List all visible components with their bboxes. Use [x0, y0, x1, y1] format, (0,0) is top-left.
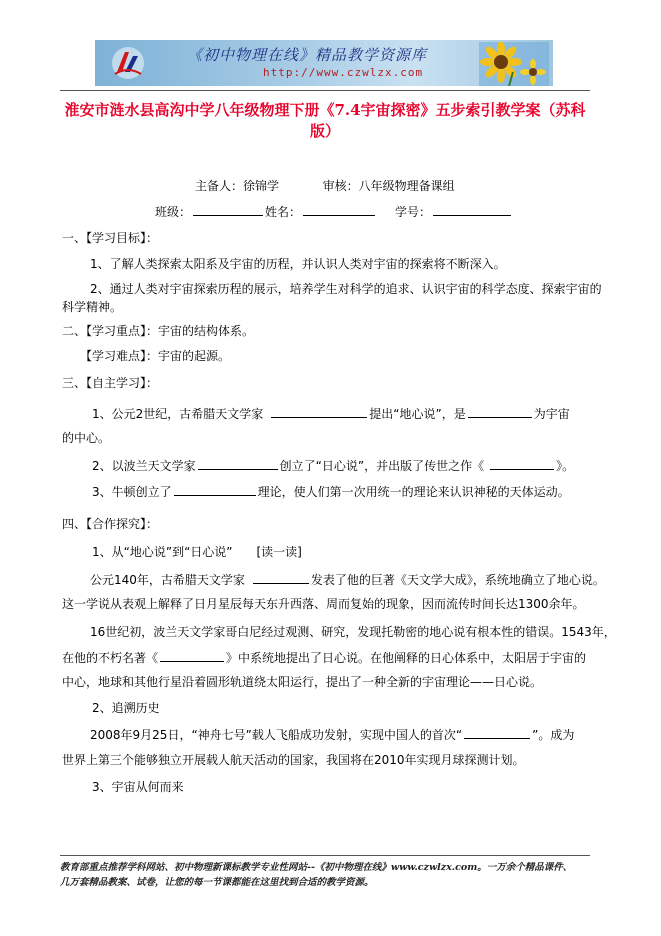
cooperative-sub-2: 2、追溯历史: [92, 701, 160, 715]
objective-2-cont: 科学精神。: [62, 300, 123, 314]
history-blank[interactable]: [464, 726, 530, 739]
q2-blank-book[interactable]: [490, 457, 554, 470]
q2-text-b: 创立了“日心说”，并出版了传世之作《: [279, 459, 485, 473]
q2-blank-astronomer[interactable]: [198, 457, 278, 470]
reading-p2-line2: [62, 649, 586, 666]
footer-line-2: 几万套精品教案、试卷，让您的每一节课都能在这里找到合适的教学资源。: [60, 877, 374, 888]
name-field[interactable]: [303, 203, 375, 216]
difficulty-line: 【学习难点】：宇宙的起源。: [80, 349, 231, 363]
document-title: 淮安市涟水县高沟中学八年级物理下册《7.4宇宙探密》五步索引教学案（苏科版）: [64, 101, 586, 140]
banner-title: 《初中物理在线》精品教学资源库: [187, 46, 428, 64]
section-objectives-heading: 一、【学习目标】：: [62, 231, 159, 245]
self-study-q1: [92, 405, 570, 422]
self-study-q1-cont: 的中心。: [62, 431, 111, 445]
class-label: 班级：: [155, 205, 192, 219]
cooperative-sub-3: 3、宇宙从何而来: [92, 780, 184, 794]
objective-2: 2、通过人类对宇宙探索历程的展示，培养学生对科学的追求、认识宇宙的科学态度、探索宇宙的: [90, 282, 602, 296]
cooperative-sub-1: 1、从“地心说”到“日心说” [读一读]: [92, 545, 302, 559]
history-p1: [90, 726, 574, 743]
history-text-a: 2008年9月25日，“神舟七号”载人飞船成功发射，实现中国人的首次“: [90, 728, 463, 742]
footer-line-1: 教育部重点推荐学科网站、初中物理新课标教学专业性网站--《初中物理在线》www.czwlzx.com。一万余个精品课件、: [60, 862, 573, 873]
banner-url[interactable]: http://www.czwlzx.com: [263, 66, 424, 79]
objective-1: 1、了解人类探索太阳系及宇宙的历程，并认识人类对宇宙的探索将不断深入。: [90, 257, 506, 271]
section-key-points: 二、【学习重点】：宇宙的结构体系。: [62, 324, 255, 338]
author-label: 主备人：徐锦学: [195, 179, 280, 193]
p1-text-b: 发表了他的巨著《天文学大成》，系统地确立了地心说。: [310, 573, 605, 587]
reading-p2-line3: 中心，地球和其他行星沿着圆形轨道绕太阳运行，提出了一种全新的宇宙理论——日心说。: [62, 675, 543, 689]
review-label: 审核：八年级物理备课组: [322, 179, 455, 193]
section-cooperative-heading: 四、【合作探究】：: [62, 517, 159, 531]
sunflower-image-icon: [479, 42, 549, 86]
p2-blank-book[interactable]: [160, 649, 224, 662]
footer-divider: [60, 855, 590, 856]
q1-blank-center[interactable]: [468, 405, 532, 418]
student-id-label: 学号：: [395, 205, 432, 219]
author-line: [195, 178, 455, 194]
header-divider: [60, 90, 590, 91]
q2-text-a: 2、以波兰天文学家: [92, 459, 196, 473]
p2-text-b: 在他的不朽名著《: [62, 651, 159, 665]
footer: [60, 860, 600, 890]
class-field[interactable]: [193, 203, 263, 216]
q1-text-c: 为宇宙: [533, 407, 570, 421]
p1-text-a: 公元140年，古希腊天文学家: [90, 573, 245, 587]
site-logo-icon: [111, 46, 145, 80]
name-label: 姓名：: [265, 205, 302, 219]
q3-text-a: 3、牛顿创立了: [92, 485, 172, 499]
self-study-q3: [92, 483, 570, 500]
student-id-field[interactable]: [433, 203, 511, 216]
q2-text-c: 》。: [556, 459, 575, 473]
header-banner[interactable]: [95, 40, 553, 86]
q3-text-b: 理论，使人们第一次用统一的理论来认识神秘的天体运动。: [257, 485, 570, 499]
section-self-study-heading: 三、【自主学习】：: [62, 376, 159, 390]
q1-text-a: 1、公元2世纪，古希腊天文学家: [92, 407, 264, 421]
history-text-b: ”。成为: [532, 728, 575, 742]
self-study-q2: [92, 457, 574, 474]
p1-blank-astronomer[interactable]: [253, 571, 309, 584]
q1-text-b: 提出“地心说”，是: [369, 407, 466, 421]
q1-blank-astronomer[interactable]: [271, 405, 367, 418]
student-info-line: [155, 203, 513, 220]
q3-blank-theory[interactable]: [174, 483, 256, 496]
p2-text-c: 》中系统地提出了日心说。在他阐释的日心体系中，太阳居于宇宙的: [226, 651, 587, 665]
history-p1-cont: 世界上第三个能够独立开展载人航天活动的国家，我国将在2010年实现月球探测计划。: [62, 753, 525, 767]
reading-p2: 16世纪初，波兰天文学家哥白尼经过观测、研究，发现托勒密的地心说有根本性的错误。1543年，: [90, 625, 616, 639]
reading-p1-cont: 这一学说从表观上解释了日月星辰每天东升西落、周而复始的现象，因而流传时间长达1300余年。: [62, 597, 585, 611]
reading-p1: [90, 571, 605, 588]
